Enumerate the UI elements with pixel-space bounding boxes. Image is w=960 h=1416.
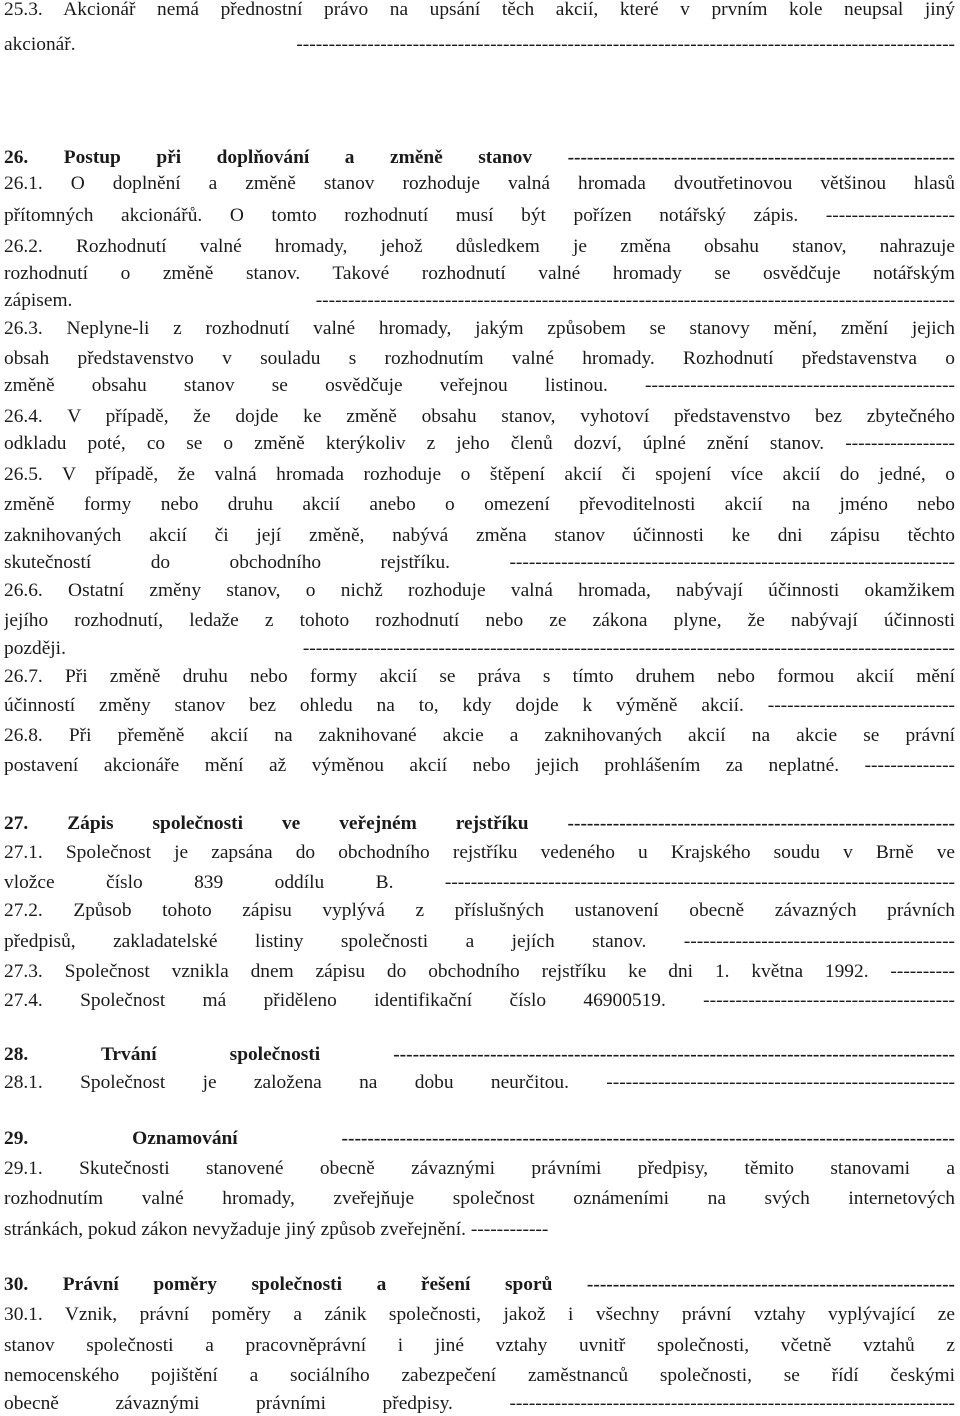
text-line: zápisem. --------------------------------------------------------------------------------------------------- [4, 290, 955, 311]
text-line: 25.3. Akcionář nemá přednostní právo na upsání těch akcií, které v prvním kole neupsal jiný [4, 0, 955, 20]
text-line: akcionář. ------------------------------------------------------------------------------------------------------ [4, 34, 955, 55]
text-line: vložce číslo 839 oddílu B. ------------------------------------------------------------------------------- [4, 872, 955, 893]
text-line: 27.1. Společnost je zapsána do obchodního rejstříku vedeného u Krajského soudu v Brně ve [4, 842, 955, 863]
text-line: později. ----------------------------------------------------------------------------------------------------- [4, 638, 955, 659]
text-line: 27.2. Způsob tohoto zápisu vyplývá z příslušných ustanovení obecně závazných právních [4, 900, 955, 921]
text-line: skutečností do obchodního rejstříku. --------------------------------------------------------------------- [4, 552, 955, 573]
text-line: rozhodnutí o změně stanov. Takové rozhodnutí valné hromady se osvědčuje notářským [4, 263, 955, 284]
text-line: zaknihovaných akcií či její změně, nabývá změna stanov účinnosti ke dni zápisu těchto [4, 525, 955, 546]
section-heading: 26. Postup při doplňování a změně stanov ------------------------------------------------------------ [4, 147, 955, 168]
text-line: změně obsahu stanov se osvědčuje veřejnou listinou. ------------------------------------------------ [4, 375, 955, 396]
text-line: obsah představenstvo v souladu s rozhodnutím valné hromady. Rozhodnutí představenstva o [4, 348, 955, 369]
text-line: 26.2. Rozhodnutí valné hromady, jehož důsledkem je změna obsahu stanov, nahrazuje [4, 236, 955, 257]
text-line: 26.6. Ostatní změny stanov, o nichž rozhoduje valná hromada, nabývají účinnosti okamžikem [4, 580, 955, 601]
text-line: 26.7. Při změně druhu nebo formy akcií se práva s tímto druhem nebo formou akcií mění [4, 666, 955, 687]
section-heading: 28. Trvání společnosti --------------------------------------------------------------------------------------- [4, 1044, 955, 1065]
text-line: 28.1. Společnost je založena na dobu neurčitou. ------------------------------------------------------ [4, 1072, 955, 1093]
text-line: 26.4. V případě, že dojde ke změně obsahu stanov, vyhotoví představenstvo bez zbytečného [4, 406, 955, 427]
section-heading: 30. Právní poměry společnosti a řešení sporů --------------------------------------------------------- [4, 1274, 955, 1295]
text-line: 27.4. Společnost má přiděleno identifikační číslo 46900519. --------------------------------------- [4, 990, 955, 1011]
text-line: 29.1. Skutečnosti stanovené obecně závaznými právními předpisy, těmito stanovami a [4, 1158, 955, 1179]
text-line: změně formy nebo druhu akcií anebo o omezení převoditelnosti akcií na jméno nebo [4, 494, 955, 515]
text-line: nemocenského pojištění a sociálního zabezpečení zaměstnanců společnosti, se řídí českými [4, 1365, 955, 1386]
text-line: předpisů, zakladatelské listiny společnosti a jejích stanov. ------------------------------------------ [4, 931, 955, 952]
text-line: 26.8. Při přeměně akcií na zaknihované akcie a zaknihovaných akcií na akcie se právní [4, 725, 955, 746]
text-line: odkladu poté, co se o změně kterýkoliv z jeho členů dozví, úplné znění stanov. ----------------- [4, 433, 955, 454]
text-line: obecně závaznými právními předpisy. --------------------------------------------------------------------- [4, 1393, 955, 1414]
text-line: jejího rozhodnutí, ledaže z tohoto rozhodnutí nebo ze zákona plyne, že nabývají účinnosti [4, 610, 955, 631]
text-line: účinností změny stanov bez ohledu na to, kdy dojde k výměně akcií. ----------------------------- [4, 695, 955, 716]
text-line: stránkách, pokud zákon nevyžaduje jiný způsob zveřejnění. ------------ [4, 1219, 549, 1240]
text-line: 26.5. V případě, že valná hromada rozhoduje o štěpení akcií či spojení více akcií do jedné, o [4, 464, 955, 485]
section-heading: 29. Oznamování ----------------------------------------------------------------------------------------------- [4, 1128, 955, 1149]
text-line: stanov společnosti a pracovněprávní i jiné vztahy uvnitř společnosti, včetně vztahů z [4, 1335, 955, 1356]
text-line: 26.3. Neplyne-li z rozhodnutí valné hromady, jakým způsobem se stanovy mění, změní jejich [4, 318, 955, 339]
text-line: 26.1. O doplnění a změně stanov rozhoduje valná hromada dvoutřetinovou většinou hlasů [4, 173, 955, 194]
section-heading: 27. Zápis společnosti ve veřejném rejstříku ------------------------------------------------------------ [4, 813, 955, 834]
text-line: rozhodnutím valné hromady, zveřejňuje společnost oznámeními na svých internetových [4, 1188, 955, 1209]
text-line: přítomných akcionářů. O tomto rozhodnutí musí být pořízen notářský zápis. -------------------- [4, 205, 955, 226]
text-line: 27.3. Společnost vznikla dnem zápisu do obchodního rejstříku ke dni 1. května 1992. ---------- [4, 961, 955, 982]
text-line: postavení akcionáře mění až výměnou akcií nebo jejich prohlášením za neplatné. -------------- [4, 755, 955, 776]
text-line: 30.1. Vznik, právní poměry a zánik společnosti, jakož i všechny právní vztahy vyplývající ze [4, 1304, 955, 1325]
